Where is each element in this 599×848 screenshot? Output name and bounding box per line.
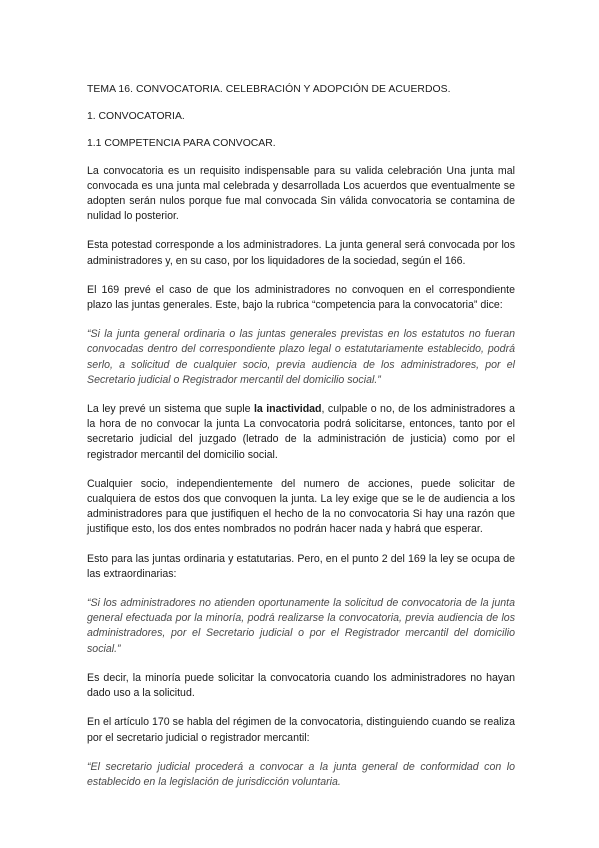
paragraph-1: La convocatoria es un requisito indispensable para su valida celebración Una junta mal convocada es una junta mal celebrada y desarrollada Los acuerdos que eventualmente se adopten serán nulos porque fue mal convocada Sin válida convocatoria se contamina de nulidad lo posterior. bbox=[87, 164, 515, 223]
section-heading-1: 1. CONVOCATORIA. bbox=[87, 111, 185, 123]
quote-3: “El secretario judicial procederá a convocar a la junta general de conformidad con lo establecido en la legislación de jurisdicción voluntaria. bbox=[87, 760, 515, 788]
paragraph-8: En el artículo 170 se habla del régimen de la convocatoria, distinguiendo cuando se realiza por el secretario judicial o registrador mercantil: bbox=[87, 716, 515, 744]
paragraph-2: Esta potestad corresponde a los administradores. La junta general será convocada por los administradores y, en su caso, por los liquidadores de la sociedad, según el 166. bbox=[87, 239, 515, 267]
paragraph-4-bold: la inactividad bbox=[253, 403, 322, 416]
quote-2: “Si los administradores no atienden oportunamente la solicitud de convocatoria de la junta general efectuada por la minoría, podrá realizarse la convocatoria, previa audiencia de los administradores, por el Secretario judicial o por el Registrador mercantil del domicilio social.” bbox=[87, 597, 515, 655]
paragraph-4-start: La ley prevé un sistema que suple bbox=[87, 403, 254, 416]
paragraph-3: El 169 prevé el caso de que los administradores no convoquen en el correspondiente plazo las juntas generales. Este, bajo la rubrica “competencia para la convocatoria” dice: bbox=[87, 283, 515, 312]
paragraph-6: Esto para las juntas ordinaria y estatutarias. Pero, en el punto 2 del 169 la ley se ocupa de las extraordinarias: bbox=[87, 552, 515, 580]
paragraph-4-end: , culpable o no, de los administradores a la hora de no convocar la junta La convocatoria podrá solicitarse, entonces, tanto por el secretario judicial del juzgado (letrado de la administración de justicia) como por el registrador mercantil del domicilio social. bbox=[87, 403, 515, 461]
paragraph-4 bbox=[87, 402, 515, 463]
document-body bbox=[87, 82, 515, 804]
paragraph-5: Cualquier socio, independientemente del numero de acciones, puede solicitar de cualquiera de estos dos que convoquen la junta. La ley exige que se le de audiencia a los administradores para que justifiquen el hecho de la no convocatoria Si hay una razón que justifique esto, los dos entes nombrados no podrán hacer nada y habrá que esperar. bbox=[87, 477, 515, 536]
document-title: TEMA 16. CONVOCATORIA. CELEBRACIÓN Y ADOPCIÓN DE ACUERDOS. bbox=[87, 84, 451, 95]
quote-1: “Si la junta general ordinaria o las juntas generales previstas en los estatutos no fueran convocadas dentro del correspondiente plazo legal o estatutariamente establecido, podrá serlo, a solicitud de cualquier socio, previa audiencia de los administradores, por el Secretario judicial o Registrador mercantil del domicilio social.” bbox=[87, 328, 515, 386]
paragraph-7: Es decir, la minoría puede solicitar la convocatoria cuando los administradores no hayan dado uso a la solicitud. bbox=[87, 671, 515, 700]
section-heading-1-1: 1.1 COMPETENCIA PARA CONVOCAR. bbox=[87, 138, 276, 150]
